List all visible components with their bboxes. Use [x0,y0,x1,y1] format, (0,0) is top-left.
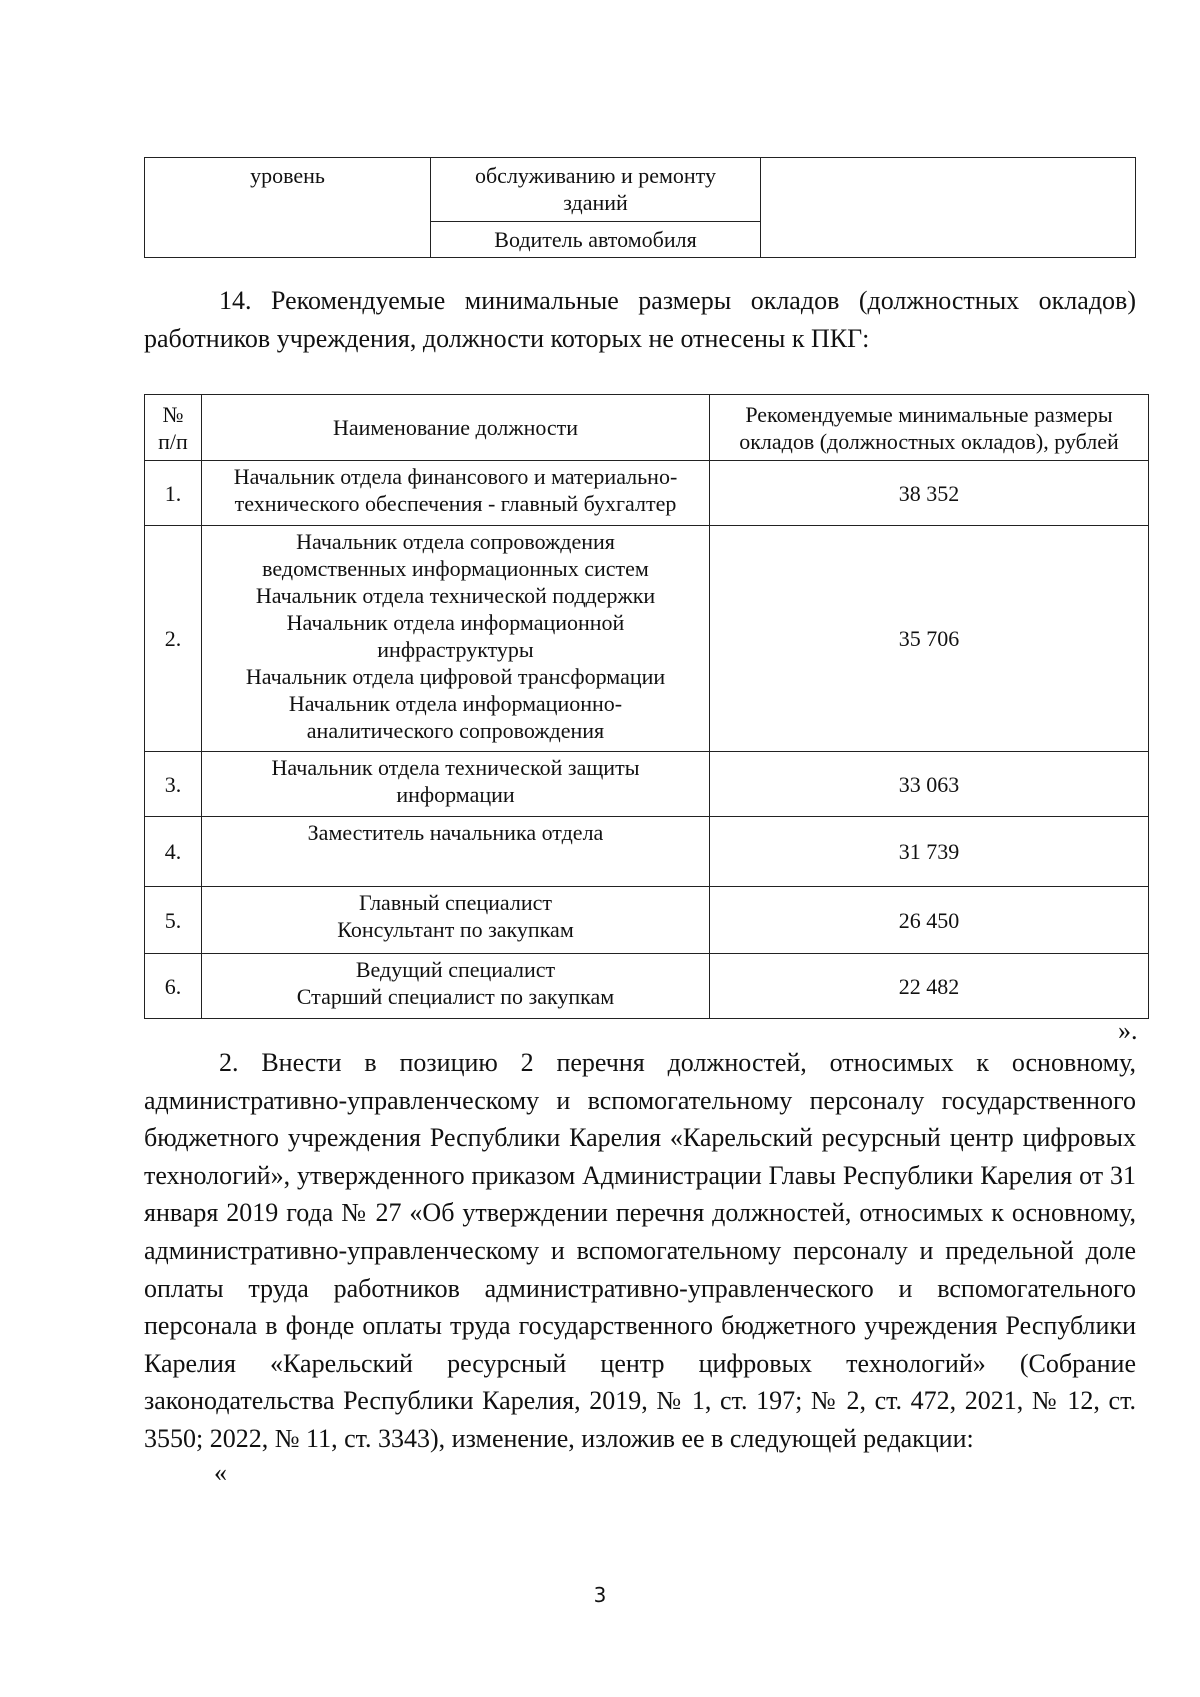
row-salary: 31 739 [710,817,1149,887]
level-cell: уровень [145,158,431,258]
position-line: обслуживанию и ремонту [474,163,717,188]
position-line: Начальник отдела сопровождения [296,529,615,554]
position-line: Главный специалист [359,890,552,915]
position-line: Старший специалист по закупкам [296,984,615,1009]
table-row [145,752,1149,817]
table-row [145,887,1149,954]
header-num-line: № [162,401,184,427]
row-number: 6. [145,954,202,1019]
header-num [145,395,202,461]
table-row [145,817,1149,887]
header-name: Наименование должности [202,395,710,461]
position-line: технического обеспечения - главный бухгалтер [234,491,677,516]
position-line: инфраструктуры [377,637,534,662]
position-line: информации [396,782,515,807]
row-salary: 22 482 [710,954,1149,1019]
position-line: Начальник отдела информационной [286,610,625,635]
position-line: Начальник отдела цифровой трансформации [245,664,666,689]
row-number: 5. [145,887,202,954]
position-line: Консультант по закупкам [337,917,574,942]
row-position [202,887,710,954]
position-line: ведомственных информационных систем [262,556,649,581]
position-line: Начальник отдела финансового и материально- [233,464,678,489]
header-salary-line: Рекомендуемые минимальные размеры [745,401,1113,427]
row-position [202,752,710,817]
page-number: 3 [593,1583,607,1607]
table-header-row [145,395,1149,461]
row-number: 2. [145,526,202,752]
paragraph-2: 2. Внести в позицию 2 перечня должностей, относимых к основному, административно-управленческому и вспомогательному персоналу государственного бюджетного учреждения Республики Карелия «Карельский ресурсный центр цифровых технологий», утвержденного приказом Администрации Главы Республики Карелия от 31 января 2019 года № 27 «Об утверждении перечня должностей, относимых к основному, административно-управленческому и вспомогательному персоналу и предельной доле оплаты труда работников административно-управленческого и вспомогательного персонала в фонде оплаты труда государственного бюджетного учреждения Республики Карелия «Карельский ресурсный центр цифровых технологий» (Собрание законодательства Республики Карелия, 2019, № 1, ст. 197; № 2, ст. 472, 2021, № 12, ст. 3550; 2022, № 11, ст. 3343), изменение, изложив ее в следующей редакции: [144,1048,1136,1453]
header-salary-line: окладов (должностных окладов), рублей [739,428,1119,454]
row-salary: 26 450 [710,887,1149,954]
salary-table [144,394,1149,1019]
row-position [202,526,710,752]
header-num-line: п/п [158,428,188,454]
row-position [202,817,710,887]
row-number: 1. [145,461,202,526]
row-salary: 35 706 [710,526,1149,752]
position-line: Начальник отдела технической поддержки [255,583,656,608]
row-number: 3. [145,752,202,817]
row-position [202,954,710,1019]
position-cell [431,158,761,222]
driver-cell: Водитель автомобиля [431,222,761,258]
table-row [145,461,1149,526]
opening-quote: « [214,1458,227,1487]
section-14-paragraph: 14. Рекомендуемые минимальные размеры окладов (должностных окладов) работников учреждения, должности которых не отнесены к ПКГ: [144,286,1136,353]
position-line: зданий [563,190,628,215]
top-table-fragment [144,157,1136,258]
table-row [145,954,1149,1019]
row-salary: 33 063 [710,752,1149,817]
position-line: Начальник отдела технической защиты [271,755,640,780]
row-number: 4. [145,817,202,887]
header-salary [710,395,1149,461]
row-position [202,461,710,526]
position-line: Ведущий специалист [355,957,556,982]
closing-quote: ». [1118,1016,1138,1045]
position-line: Начальник отдела информационно- [288,691,623,716]
position-line: Заместитель начальника отдела [307,820,604,845]
table-row [145,526,1149,752]
position-line: аналитического сопровождения [306,718,605,743]
row-salary: 38 352 [710,461,1149,526]
empty-cell [761,158,1136,258]
